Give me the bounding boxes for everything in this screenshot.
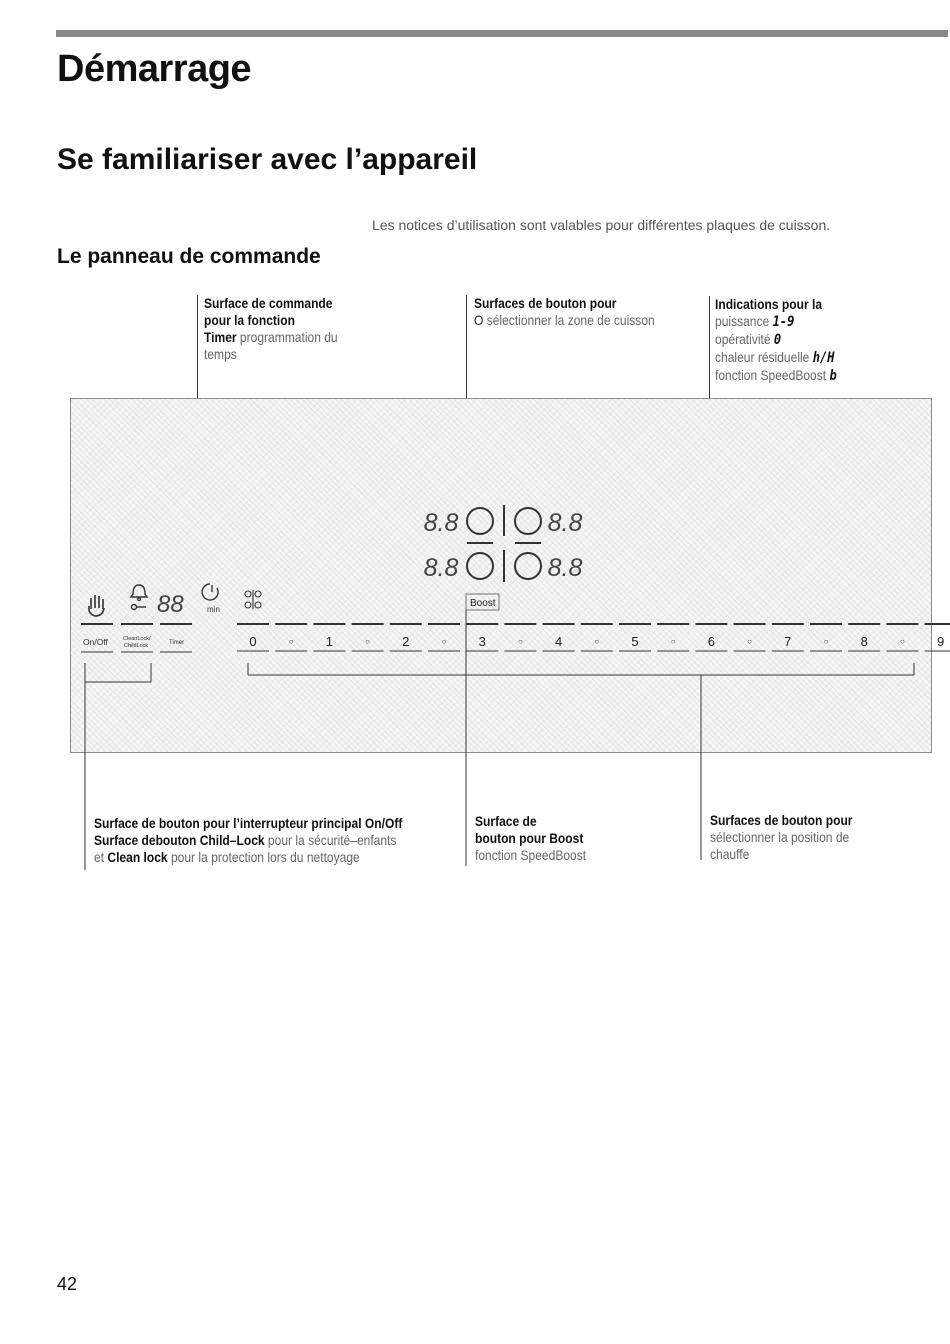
zone-select-icon[interactable] <box>515 508 541 534</box>
heat-halfstep-dot: ○ <box>594 637 600 646</box>
annotation-indications-title: Indications pour la <box>715 296 823 312</box>
annotation-position-line2: sélectionner la position de <box>710 829 850 845</box>
heat-halfstep-dot: ○ <box>899 637 905 646</box>
annotation-zone-text: sélectionner la zone de cuisson <box>483 312 655 328</box>
heat-level-label: 9 <box>936 634 945 649</box>
annotation-position-line3: chauffe <box>710 846 750 862</box>
heat-level-label: 6 <box>707 634 716 649</box>
heat-halfstep-dot: ○ <box>747 637 753 646</box>
page-number: 42 <box>57 1274 78 1294</box>
annotation-indications-l3: chaleur résiduelle <box>715 349 813 365</box>
key-icon <box>132 605 147 610</box>
zone-select-icon[interactable] <box>515 553 541 579</box>
annotation-onoff-bold2: Surface debouton Child–Lock <box>94 832 265 848</box>
annotation-position-title: Surfaces de bouton pour <box>710 812 853 828</box>
heat-level-label: 2 <box>402 634 410 649</box>
annotation-timer-line2: pour la fonction <box>204 312 295 328</box>
annotation-timer-line4: temps <box>204 346 237 362</box>
heat-level-label: 1 <box>325 634 334 649</box>
zone-select-icon[interactable] <box>467 508 493 534</box>
annotation-onoff-line1: Surface de bouton pour l’interrupteur principal On/Off <box>94 815 403 831</box>
heat-halfstep-dot: ○ <box>365 637 371 646</box>
timer-clock-icon <box>202 584 218 600</box>
subsection-title: Le panneau de commande <box>57 245 321 268</box>
annotation-zone-title: Surfaces de bouton pour <box>474 295 617 311</box>
annotation-zone-symbol: O <box>474 312 484 328</box>
annotation-indications-g2: 0 <box>773 332 782 348</box>
intro-text: Les notices d’utilisation sont valables pour différentes plaques de cuisson. <box>372 217 831 233</box>
annotation-boost <box>475 813 586 864</box>
heat-halfstep-dot: ○ <box>441 637 447 646</box>
heat-halfstep-dot: ○ <box>823 637 829 646</box>
annotation-onoff-bold3: Clean lock <box>107 849 168 865</box>
hand-icon <box>89 595 104 616</box>
timer-display-digits: 88 <box>157 591 184 618</box>
annotation-onoff <box>94 815 402 866</box>
zone-layout-icon <box>245 590 261 609</box>
onoff-label: On/Off <box>83 637 108 647</box>
heat-halfstep-dot: ○ <box>670 637 676 646</box>
page-title: Démarrage <box>57 48 252 90</box>
zone-select-icon[interactable] <box>467 553 493 579</box>
annotation-indications-g3: h/H <box>812 350 835 366</box>
zone-display-digits: 8.8 <box>423 554 459 582</box>
annotation-onoff-normal3: pour la protection lors du nettoyage <box>167 849 360 865</box>
section-title: Se familiariser avec l’appareil <box>57 143 478 176</box>
heat-level-label: 3 <box>478 634 486 649</box>
heat-level-label: 0 <box>249 634 257 649</box>
timer-label: Timer <box>169 640 185 646</box>
annotation-boost-line1: Surface de <box>475 813 537 829</box>
heat-halfstep-dot: ○ <box>517 637 523 646</box>
annotation-indications-g1: 1-9 <box>772 314 795 330</box>
annotation-timer-bold: Timer <box>204 329 237 345</box>
cleanlock-label: CleanLock/ <box>123 636 151 642</box>
zone-display-digits: 8.8 <box>423 509 459 537</box>
heat-level-label: 8 <box>860 634 868 649</box>
annotation-position <box>710 812 852 863</box>
annotation-indications-l1: puissance <box>715 313 773 329</box>
annotation-boost-line3: fonction SpeedBoost <box>475 847 587 863</box>
bell-icon <box>131 585 147 601</box>
annotation-onoff-normal2: pour la sécurité–enfants <box>264 832 397 848</box>
heat-level-label: 4 <box>554 634 563 649</box>
heat-level-label: 7 <box>784 634 792 649</box>
annotation-indications-g4: b <box>829 368 837 384</box>
heat-halfstep-dot: ○ <box>288 637 294 646</box>
heat-level-label: 5 <box>631 634 639 649</box>
annotation-onoff-pre3: et <box>94 849 108 865</box>
zone-display-digits: 8.8 <box>547 554 583 582</box>
annotation-timer-normal: programmation du <box>236 329 338 345</box>
annotation-boost-line2: bouton pour Boost <box>475 830 584 846</box>
annotation-indications-l2: opérativité <box>715 331 774 347</box>
annotation-indications-l4: fonction SpeedBoost <box>715 367 830 383</box>
boost-label: Boost <box>470 598 496 609</box>
zone-display-digits: 8.8 <box>547 509 583 537</box>
min-label: min <box>207 605 220 614</box>
annotation-timer-line1: Surface de commande <box>204 295 333 311</box>
childlock-label: ChildLock <box>124 643 149 649</box>
